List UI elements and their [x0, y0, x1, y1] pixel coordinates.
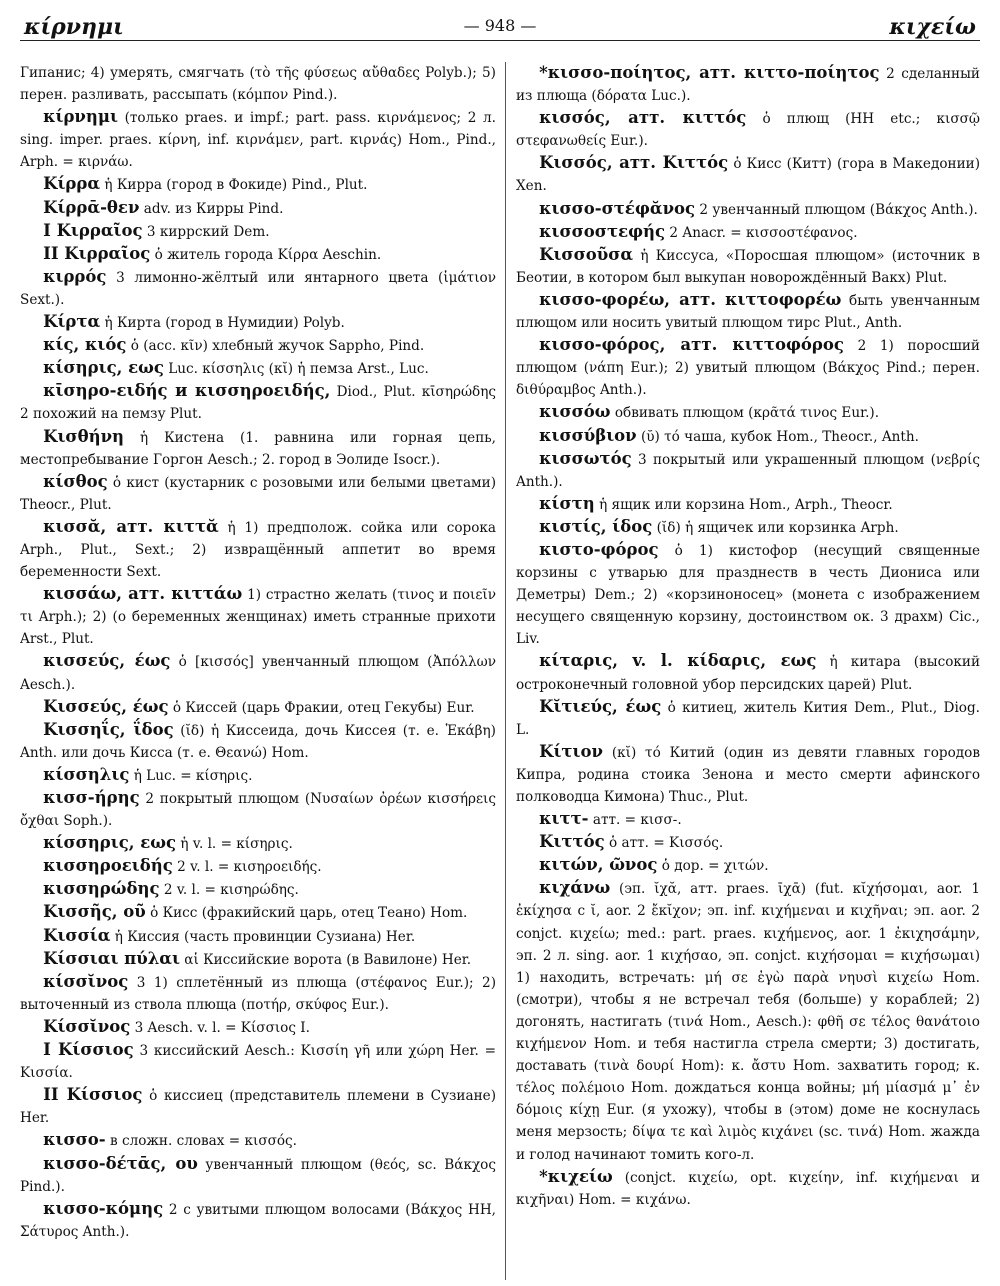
dictionary-entry	[20, 1016, 496, 1039]
dictionary-entry	[20, 878, 496, 901]
dictionary-entry	[20, 173, 496, 196]
entry-definition: Diod., Plut. κῑσηρώδης 2 похожий на пемзу Plut.	[20, 384, 496, 423]
column-divider	[505, 62, 506, 1280]
entry-headword: Κίρτα	[43, 312, 101, 332]
entry-headword: Κισσεύς, έως	[43, 696, 169, 716]
header-left-headword: κίρνημι	[24, 14, 124, 40]
entry-definition: Гипанис; 4) умерять, смягчать (τὸ τῆς φύσεως αὔθαδες Polyb.); 5) перен. разливать, рассыпать (κόμπον Pind.).	[20, 65, 496, 104]
dictionary-entry	[20, 696, 496, 719]
entry-headword: κιστο-φόρος	[539, 539, 659, 559]
entry-headword: κιρρός	[43, 266, 107, 286]
entry-headword: κίταρις, v. l. κίδαρις, εως	[539, 651, 817, 671]
entry-headword: *κιχείω	[539, 1166, 613, 1186]
entry-definition: Luc. κίσσηλις (κῐ) ἡ пемза Arst., Luc.	[168, 361, 429, 378]
dictionary-entry	[20, 650, 496, 695]
entry-definition: ὁ (acc. κῖν) хлебный жучок Sappho, Pind.	[130, 338, 425, 355]
entry-headword: Κίσσιαι πύλαι	[43, 948, 180, 968]
entry-definition: 2 v. l. = κισηροειδής.	[177, 859, 322, 876]
entry-definition: αἱ Киссийские ворота (в Вавилоне) Her.	[184, 951, 472, 968]
entry-definition: 2 1) поросший плющом (νάπη Eur.); 2) увитый плющом (Βάκχος Pind.; перен. διθύραμβος Anth.).	[516, 338, 980, 399]
dictionary-entry	[516, 244, 980, 289]
entry-definition: ὁ [κισσός] увенчанный плющом (Ἀπόλλων Aesch.).	[20, 654, 496, 693]
entry-headword: I Κιρραῖος	[43, 220, 143, 240]
entry-headword: II Κιρραῖος	[43, 243, 151, 263]
dictionary-entry	[20, 764, 496, 787]
entry-headword: κῑσηρο-ειδής и κισσηροειδής,	[43, 381, 331, 401]
entry-headword: κίς, κιός	[43, 335, 127, 355]
entry-headword: κισσ-ήρης	[43, 788, 140, 807]
dictionary-entry	[20, 426, 496, 471]
dictionary-entry	[516, 877, 980, 1165]
entry-definition: ἡ Luc. = κίσηρις.	[133, 767, 253, 784]
entry-definition: 3 киссийский Aesch.: Κισσίη γῆ или χώρη Her. = Κισσία.	[20, 1043, 496, 1082]
dictionary-entry	[516, 696, 980, 741]
dictionary-entry	[20, 948, 496, 971]
dictionary-entry	[516, 152, 980, 197]
dictionary-entry	[20, 719, 496, 764]
entry-headword: κισσόω	[539, 402, 611, 422]
dictionary-entry	[516, 1166, 980, 1211]
entry-headword: I Κίσσιος	[43, 1040, 134, 1060]
dictionary-entry	[20, 197, 496, 220]
entry-definition: 2 с увитыми плющом волосами (Βάκχος HH, Σάτυρος Anth.).	[20, 1201, 496, 1240]
left-column	[20, 62, 496, 1280]
dictionary-entry	[20, 357, 496, 380]
page-header	[20, 8, 980, 41]
entry-definition: adv. из Кирры Pind.	[143, 200, 284, 217]
entry-headword: κίσθος	[43, 471, 108, 491]
entry-definition: ὁ кист (кустарник с розовыми или белыми цветами) Theocr., Plut.	[20, 474, 496, 513]
entry-headword: κισσο-	[43, 1130, 106, 1150]
entry-definition: (эп. ῐχᾰ, атт. praes. ῑχᾱ) (fut. κῐχήσομαι, aor. 1 ἐκίχησα с ῐ, aor. 2 ἔκῐχον; эп. inf. κιχήμεναι и κιχῆναι; эп. aor. 2 conjct. κιχείω; med.: part. praes. κιχήμενος, aor. 1 ἐκιχησάμην, эп. 2 л. sing. aor. 1 κιχήσαο, эп. conjct. κιχήσομαι = κιχήσωμαι) 1) находить, встречать: μή σε ἐγὼ παρὰ νηυσὶ κιχείω Hom. (смотри), чтобы я не встречал тебя (больше) у кораблей; 2) догонять, настигать (τινά Hom., Aesch.): φθῆ σε τέλος θανάτοιο κιχήμενον Hom. и тебя настигла стрела смерти; 3) достигать, доставать (τινὰ δουρί Hom): κ. ἄστυ Hom. захватить город; κ. τέλος πολέμοιο Hom. дождаться конца войны; μή μίασμά μ᾽ ἐν δόμοις κίχῃ Eur. (я ухожу), чтобы в (этом) доме не коснулась меня мерзость; δίψα τε καὶ λιμὸς κιχάνει (sc. τινά) Hom. жажда и голод начинают томить кого-л.	[516, 881, 980, 1163]
dictionary-entry	[516, 198, 980, 221]
entry-definition: в сложн. словах = κισσός.	[109, 1133, 297, 1150]
entry-definition: ὁ Кисс (фракийский царь, отец Теано) Hom.	[150, 905, 468, 922]
entry-definition: ἡ 1) предполож. сойка или сорока Arph., Plut., Sext.; 2) извращённый аппетит во время беременности Sext.	[20, 519, 496, 581]
dictionary-entry	[20, 471, 496, 516]
dictionary-entry	[20, 971, 496, 1016]
entry-headword: Κίσσῐνος	[43, 1016, 131, 1036]
entry-headword: *κισσο-ποίητος, атт. κιττο-ποίητος	[539, 63, 880, 82]
entry-headword: κισσωτός	[539, 448, 632, 468]
dictionary-entry	[516, 289, 980, 334]
entry-headword: κισσηροειδής	[43, 856, 173, 876]
entry-definition: 2 сделанный из плюща (δόρατα Luc.).	[516, 66, 980, 105]
entry-headword: κίσσηλις	[43, 764, 130, 784]
entry-definition: ὁ дор. = χιτών.	[661, 858, 769, 875]
entry-headword: κιστίς, ίδος	[539, 516, 653, 536]
entry-headword: κισσύβιον	[539, 425, 637, 445]
entry-definition: 3 1) сплетённый из плюща (στέφανος Eur.); 2) выточенный из ствола плюща (ποτήρ, σκύφος Eur.).	[20, 974, 496, 1013]
entry-definition: (conjct. κιχείω, opt. κιχείην, inf. κιχήμεναι и κιχῆναι) Hom. = κιχάνω.	[516, 1169, 980, 1208]
entry-definition: ὁ атт. = Κισσός.	[609, 835, 724, 852]
entry-headword: κίσηρις, εως	[43, 358, 164, 378]
entry-definition: ὁ Киссей (царь Фракии, отец Гекубы) Eur.	[172, 699, 475, 716]
entry-headword: Κιττός	[539, 832, 605, 852]
dictionary-entry	[20, 787, 496, 832]
entry-definition: 2 Anacr. = κισσοστέφανος.	[669, 224, 858, 241]
entry-definition: атт. = κισσ-.	[592, 812, 682, 829]
right-column	[516, 62, 980, 1280]
entry-definition: 2 v. l. = κισηρώδης.	[163, 882, 299, 899]
entry-definition: быть увенчанным плющом или носить увитый плющом тирс Plut., Anth.	[516, 292, 980, 332]
dictionary-entry	[516, 221, 980, 244]
dictionary-entry	[516, 107, 980, 152]
page-number: — 948 —	[463, 16, 537, 35]
dictionary-entry	[516, 516, 980, 539]
entry-headword: κίσσῐνος	[43, 971, 129, 991]
dictionary-entry	[516, 425, 980, 448]
entry-headword: κιτών, ῶνος	[539, 855, 658, 875]
entry-definition: ἡ ящик или корзина Hom., Arph., Theocr.	[599, 496, 893, 513]
entry-definition: обвивать плющом (κρᾶτά τινος Eur.).	[614, 405, 880, 422]
entry-headword: Κίρρᾱ-θεν	[43, 197, 140, 217]
entry-definition: (κῐ) τό Китий (один из девяти главных городов Кипра, родина стоика Зенона и место смерти афинского полководца Кимона) Thuc., Plut.	[516, 744, 980, 805]
dictionary-entry	[20, 1129, 496, 1152]
dictionary-entry	[516, 401, 980, 424]
entry-headword: κισσοστεφής	[539, 221, 666, 241]
entry-definition: ἡ v. l. = κίσηρις.	[180, 836, 293, 853]
columns	[20, 62, 980, 1280]
entry-headword: κιττ-	[539, 809, 589, 829]
header-right-headword: κιχείω	[889, 14, 976, 40]
entry-definition: ὁ плющ (HH etc.; κισσῷ στεφανωθείς Eur.).	[516, 111, 980, 150]
dictionary-entry	[20, 220, 496, 243]
dictionary-entry	[20, 1084, 496, 1129]
dictionary-entry	[516, 539, 980, 650]
entry-definition: (только praes. и impf.; part. pass. κιρνάμενος; 2 л. sing. imper. praes. κίρνη, inf. κιρνάμεν, part. κιρνάς) Hom., Pind., Arph. = κιρνάω.	[20, 110, 496, 171]
entry-definition: ἡ китара (высокий остроконечный головной убор персидских царей) Plut.	[516, 654, 980, 693]
dictionary-entry	[516, 650, 980, 695]
dictionary-entry	[516, 808, 980, 831]
dictionary-entry	[516, 334, 980, 401]
dictionary-entry	[516, 62, 980, 107]
dictionary-entry	[516, 854, 980, 877]
entry-definition: увенчанный плющом (θεός, sc. Βάκχος Pind.).	[20, 1156, 496, 1195]
dictionary-entry	[20, 1153, 496, 1198]
dictionary-entry	[20, 380, 496, 425]
entry-headword: Κισθήνη	[43, 426, 125, 446]
entry-headword: κισσο-κόμης	[43, 1198, 164, 1218]
entry-definition: 3 Aesch. v. l. = Κίσσιος I.	[134, 1019, 310, 1036]
entry-headword: κισσός, атт. κιττός	[539, 108, 747, 128]
dictionary-entry	[516, 493, 980, 516]
entry-definition: ὁ 1) кистофор (несущий священные корзины с утварью для празднеств в честь Диониса или Деметры) Dem.; 2) «корзинонοсец» (монета с изображением несущего священную корзину, достоинством ок. 3 драхм) Cic., Liv.	[516, 542, 980, 648]
entry-headword: κίστη	[539, 493, 595, 513]
entry-definition: 3 киррский Dem.	[146, 223, 270, 240]
entry-definition: 2 покрытый плющом (Νυσαίων ὀρέων κισσήρεις ὄχθαι Soph.).	[20, 791, 496, 830]
entry-definition: 1) страстно желать (τινος и ποιεῖν τι Arph.); 2) (о беременных женщинах) иметь странные прихоти Arst., Plut.	[20, 587, 496, 648]
dictionary-entry	[20, 266, 496, 311]
dictionary-entry	[20, 1039, 496, 1084]
dictionary-entry	[20, 62, 496, 106]
dictionary-entry	[20, 583, 496, 650]
entry-definition: ἡ Киссуса, «Поросшая плющом» (источник в Беотии, в котором был выкупан новорождённый Вакх) Plut.	[516, 247, 980, 286]
entry-definition: ὁ Кисс (Китт) (гора в Македонии) Xen.	[516, 156, 980, 195]
entry-definition: (ῐδ) ἡ ящичек или корзинка Arph.	[656, 519, 899, 536]
entry-headword: κίρνημι	[43, 107, 118, 127]
entry-headword: κισσεύς, έως	[43, 651, 171, 671]
entry-headword: II Κίσσιος	[43, 1085, 143, 1105]
entry-definition: ἡ Кирта (город в Нумидии) Polyb.	[104, 315, 345, 332]
entry-headword: κιχάνω	[539, 878, 611, 898]
entry-headword: Κισσία	[43, 925, 111, 945]
entry-headword: κισσάω, атт. κιττάω	[43, 584, 243, 604]
entry-headword: Κῐτιεύς, έως	[539, 696, 662, 716]
dictionary-entry	[516, 831, 980, 854]
entry-headword: κισσο-στέφᾰνος	[539, 198, 696, 218]
entry-definition: ὁ житель города Κίρρα Aeschin.	[154, 246, 382, 263]
entry-headword: Κίρρα	[43, 174, 101, 194]
dictionary-entry	[20, 855, 496, 878]
dictionary-entry	[20, 925, 496, 948]
entry-definition: ὁ киссиец (представитель племени в Сузиане) Her.	[20, 1088, 496, 1127]
entry-headword: Κισσῆς, οῦ	[43, 902, 146, 922]
entry-headword: Κισσηΐς, ΐδος	[43, 719, 174, 739]
entry-definition: ἡ Кирра (город в Фокиде) Pind., Plut.	[104, 177, 368, 194]
entry-definition: 3 лимонно-жёлтый или янтарного цвета (ἱμάτιον Sext.).	[20, 269, 496, 308]
entry-definition: (ῐδ) ἡ Киссеида, дочь Киссея (т. е. Ἑκάβη) Anth. или дочь Кисса (т. е. Θεανώ) Hom.	[20, 722, 496, 761]
entry-definition: 3 покрытый или украшенный плющом (νεβρίς Anth.).	[516, 451, 980, 490]
entry-headword: Κίτιον	[539, 741, 603, 761]
entry-definition: ἡ Кистена (1. равнина или горная цепь, местопребывание Горгон Aesch.; 2. город в Эолиде Isocr.).	[20, 429, 496, 468]
entry-definition: ἡ Киссия (часть провинции Сузиана) Her.	[114, 928, 416, 945]
entry-headword: κισσο-φόρος, атт. κιττοφόρος	[539, 335, 844, 355]
dictionary-entry	[20, 243, 496, 266]
entry-definition: ὁ китиец, житель Кития Dem., Plut., Diog. L.	[516, 699, 980, 738]
entry-definition: (ῠ) τό чаша, кубок Hom., Theocr., Anth.	[640, 428, 919, 445]
dictionary-entry	[20, 106, 496, 173]
dictionary-entry	[20, 516, 496, 583]
entry-headword: Κισσοῦσα	[539, 244, 634, 264]
entry-headword: κίσσηρις, εως	[43, 833, 177, 853]
entry-headword: Κισσός, атт. Κιττός	[539, 153, 729, 173]
dictionary-entry	[516, 448, 980, 493]
dictionary-entry	[20, 832, 496, 855]
dictionary-entry	[20, 334, 496, 357]
dictionary-entry	[20, 311, 496, 334]
entry-headword: κισσο-δέτᾱς, ου	[43, 1153, 198, 1173]
dictionary-entry	[20, 1198, 496, 1243]
dictionary-entry	[20, 901, 496, 924]
dictionary-entry	[516, 741, 980, 808]
entry-headword: κισσηρώδης	[43, 879, 160, 899]
entry-headword: κισσᾰ, атт. κιττᾰ	[43, 516, 219, 536]
entry-headword: κισσο-φορέω, атт. κιττοφορέω	[539, 289, 842, 309]
entry-definition: 2 увенчанный плющом (Βάκχος Anth.).	[699, 201, 978, 218]
